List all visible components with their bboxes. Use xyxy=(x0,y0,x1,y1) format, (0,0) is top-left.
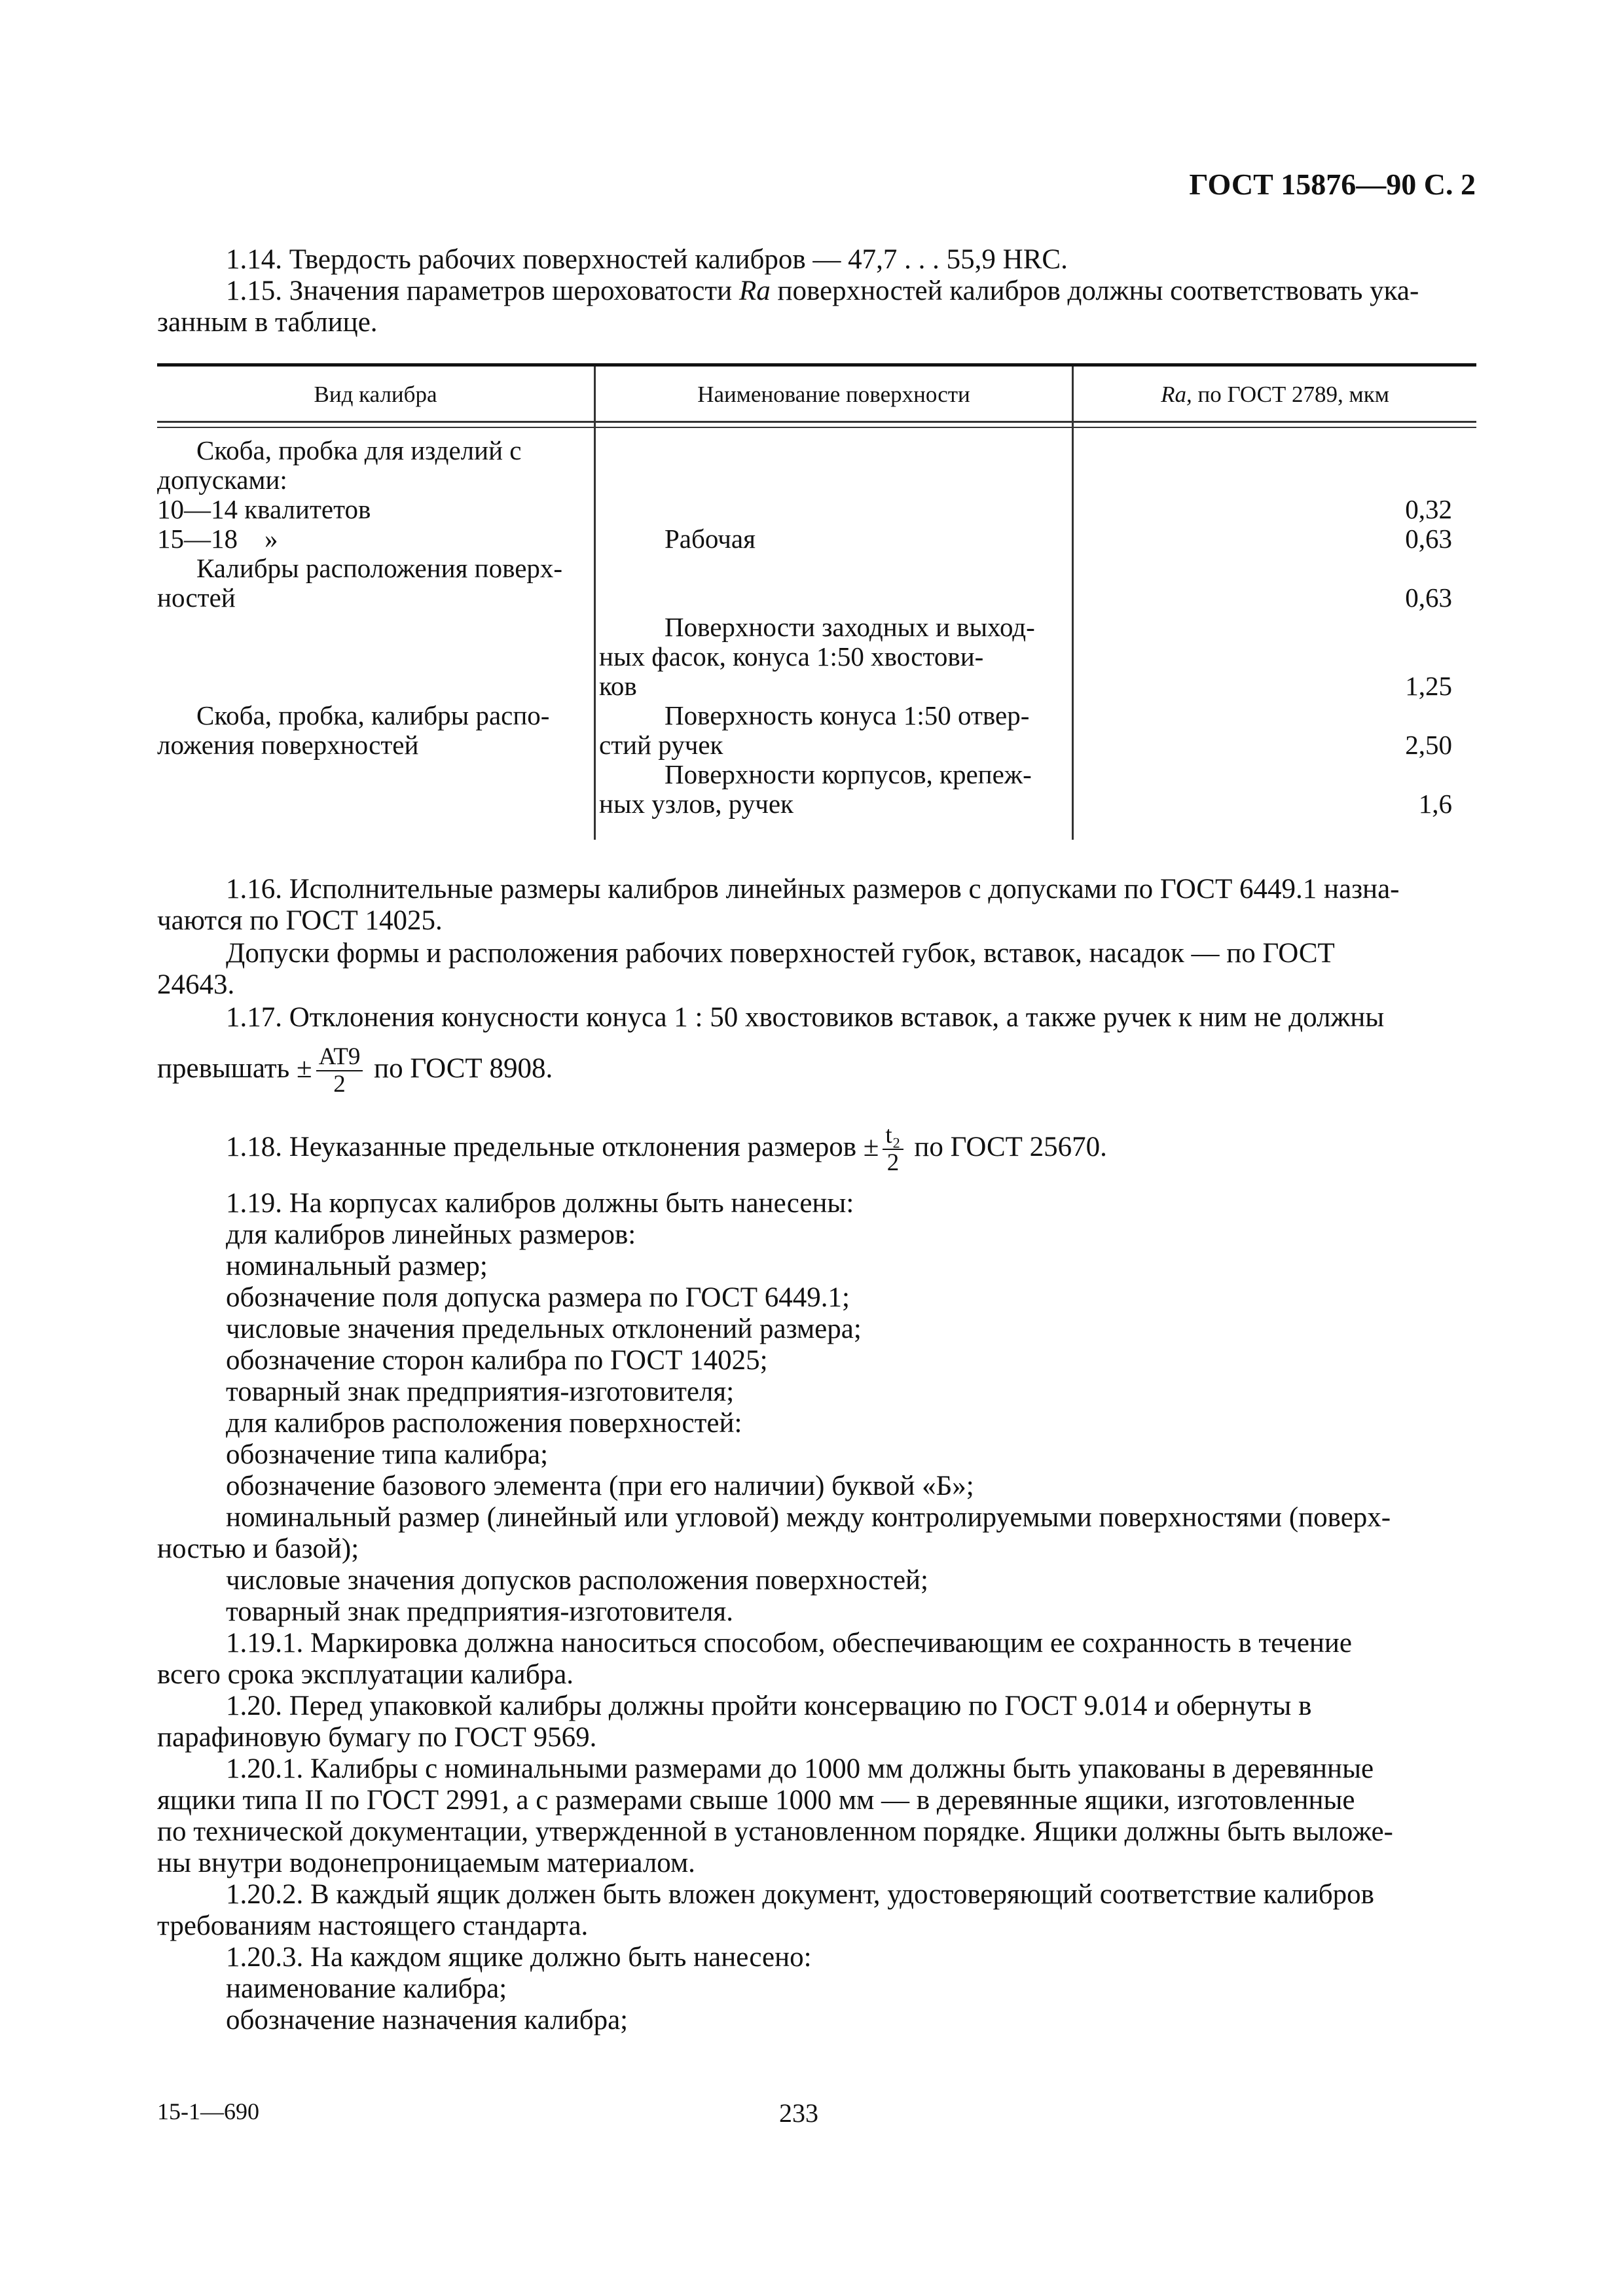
table-cell: Поверхности корпусов, крепеж- xyxy=(665,759,1032,789)
table-cell-value: 0,63 xyxy=(1405,524,1452,554)
paragraph-1-19-1-cont: всего срока эксплуатации калибра. xyxy=(157,1659,574,1690)
header-text: по ГОСТ 2789, мкм xyxy=(1197,382,1389,407)
list-item: обозначение сторон калибра по ГОСТ 14025; xyxy=(226,1345,768,1376)
list-item: обозначение типа калибра; xyxy=(226,1439,549,1470)
table-cell: ков xyxy=(599,671,637,701)
roughness-table xyxy=(157,363,1476,840)
list-item: товарный знак предприятия-изготовителя. xyxy=(226,1596,733,1627)
table-cell-value: 0,63 xyxy=(1405,583,1452,613)
text-span: превышать ± xyxy=(157,1052,312,1084)
fraction-numerator: t₂ xyxy=(883,1122,903,1150)
paragraph-tolerances-cont: 24643. xyxy=(157,969,235,1000)
page-header: ГОСТ 15876—90 С. 2 xyxy=(1189,168,1476,201)
text-span: по ГОСТ 8908. xyxy=(374,1052,553,1084)
list-item: обозначение базового элемента (при его наличии) буквой «Б»; xyxy=(226,1471,974,1501)
text-span: по ГОСТ 25670. xyxy=(914,1131,1107,1162)
list-item: обозначение поля допуска размера по ГОСТ 6449.1; xyxy=(226,1282,850,1313)
table-cell: ных фасок, конуса 1:50 хвостови- xyxy=(599,641,984,672)
text-span: поверхностей калибров должны соответствовать ука- xyxy=(777,276,1419,306)
fraction-numerator: AT9 xyxy=(316,1044,363,1071)
table-cell: ностей xyxy=(157,583,236,613)
table-cell: Поверхности заходных и выход- xyxy=(665,612,1035,642)
list-item: наименование калибра; xyxy=(226,1973,507,2004)
fraction-t2 xyxy=(883,1122,903,1176)
paragraph-1-15-cont: занным в таблице. xyxy=(157,307,378,338)
list-item: номинальный размер; xyxy=(226,1251,488,1282)
footer-code: 15-1—690 xyxy=(157,2098,259,2125)
list-item: числовые значения допусков расположения поверхностей; xyxy=(226,1565,929,1596)
table-cell: ных узлов, ручек xyxy=(599,789,793,819)
paragraph-1-17-cont xyxy=(157,1044,553,1098)
list-item: номинальный размер (линейный или угловой) между контролируемыми поверхностями (поверх- xyxy=(226,1502,1391,1533)
list-item: для калибров линейных размеров: xyxy=(226,1219,636,1250)
paragraph-1-18 xyxy=(226,1122,1107,1176)
fraction-denominator: 2 xyxy=(333,1071,346,1098)
paragraph-1-19: 1.19. На корпусах калибров должны быть нанесены: xyxy=(226,1188,854,1219)
table-header-rule-2 xyxy=(157,427,1476,428)
table-header-rule xyxy=(157,421,1476,423)
paragraph-1-14: 1.14. Твердость рабочих поверхностей калибров — 47,7 . . . 55,9 HRC. xyxy=(226,244,1068,275)
paragraph-1-20-1-cont: по технической документации, утвержденной в установленном порядке. Ящики должны быть выложе- xyxy=(157,1816,1393,1847)
paragraph-1-20-1: 1.20.1. Калибры с номинальными размерами до 1000 мм должны быть упакованы в деревянные xyxy=(226,1753,1374,1784)
table-column-divider xyxy=(594,367,596,840)
ra-symbol: Ra, xyxy=(1161,382,1192,407)
paragraph-1-20-1-cont: ны внутри водонепроницаемым материалом. xyxy=(157,1848,695,1878)
paragraph-1-20-2-cont: требованиям настоящего стандарта. xyxy=(157,1910,589,1941)
table-cell: Поверхность конуса 1:50 отвер- xyxy=(665,700,1030,730)
table-cell: ложения поверхностей xyxy=(157,730,419,760)
table-cell-value: 1,25 xyxy=(1405,671,1452,701)
fraction-denominator: 2 xyxy=(886,1149,900,1176)
table-cell-value: 1,6 xyxy=(1418,789,1452,819)
paragraph-1-15 xyxy=(226,276,1473,307)
table-cell: 10—14 квалитетов xyxy=(157,494,371,524)
paragraph-1-20-1-cont: ящики типа II по ГОСТ 2991, а с размерами свыше 1000 мм — в деревянные ящики, изготовленные xyxy=(157,1785,1355,1816)
table-cell: Скоба, пробка для изделий с xyxy=(196,435,522,465)
table-header-type: Вид калибра xyxy=(314,382,437,407)
paragraph-1-19-1: 1.19.1. Маркировка должна наноситься способом, обеспечивающим ее сохранность в течение xyxy=(226,1628,1353,1659)
table-cell: Калибры расположения поверх- xyxy=(196,553,563,583)
list-item: обозначение назначения калибра; xyxy=(226,2005,629,2036)
table-header-ra xyxy=(1074,382,1476,408)
paragraph-1-17: 1.17. Отклонения конусности конуса 1 : 50 хвостовиков вставок, а также ручек к ним не должны xyxy=(226,1002,1385,1033)
page-number: 233 xyxy=(779,2098,818,2128)
text-span: 1.15. Значения параметров шероховатости xyxy=(226,276,733,306)
table-cell: стий ручек xyxy=(599,730,723,760)
list-item-cont: ностью и базой); xyxy=(157,1534,359,1564)
paragraph-1-20: 1.20. Перед упаковкой калибры должны пройти консервацию по ГОСТ 9.014 и обернуты в xyxy=(226,1691,1312,1721)
text-span: 1.18. Неуказанные предельные отклонения размеров ± xyxy=(226,1131,879,1162)
table-header-surface: Наименование поверхности xyxy=(697,382,970,407)
paragraph-tolerances: Допуски формы и расположения рабочих поверхностей губок, вставок, насадок — по ГОСТ xyxy=(226,938,1335,969)
fraction-at9 xyxy=(316,1044,363,1098)
ra-symbol: Ra xyxy=(739,276,771,306)
paragraph-1-16-cont: чаются по ГОСТ 14025. xyxy=(157,905,443,936)
paragraph-1-20-2: 1.20.2. В каждый ящик должен быть вложен документ, удостоверяющий соответствие калибров xyxy=(226,1879,1374,1910)
list-item: числовые значения предельных отклонений размера; xyxy=(226,1314,862,1344)
table-cell-value: 0,32 xyxy=(1405,494,1452,524)
paragraph-1-20-3: 1.20.3. На каждом ящике должно быть нанесено: xyxy=(226,1942,812,1973)
list-item: для калибров расположения поверхностей: xyxy=(226,1408,742,1439)
paragraph-1-20-cont: парафиновую бумагу по ГОСТ 9569. xyxy=(157,1722,597,1753)
table-cell-value: 2,50 xyxy=(1405,730,1452,760)
list-item: товарный знак предприятия-изготовителя; xyxy=(226,1376,735,1407)
table-cell: 15—18 » xyxy=(157,524,278,554)
table-top-rule xyxy=(157,363,1476,367)
table-cell: Рабочая xyxy=(665,524,756,554)
paragraph-1-16: 1.16. Исполнительные размеры калибров линейных размеров с допусками по ГОСТ 6449.1 назна- xyxy=(226,874,1400,905)
table-cell: Скоба, пробка, калибры распо- xyxy=(196,700,550,730)
table-cell: допусками: xyxy=(157,465,287,495)
